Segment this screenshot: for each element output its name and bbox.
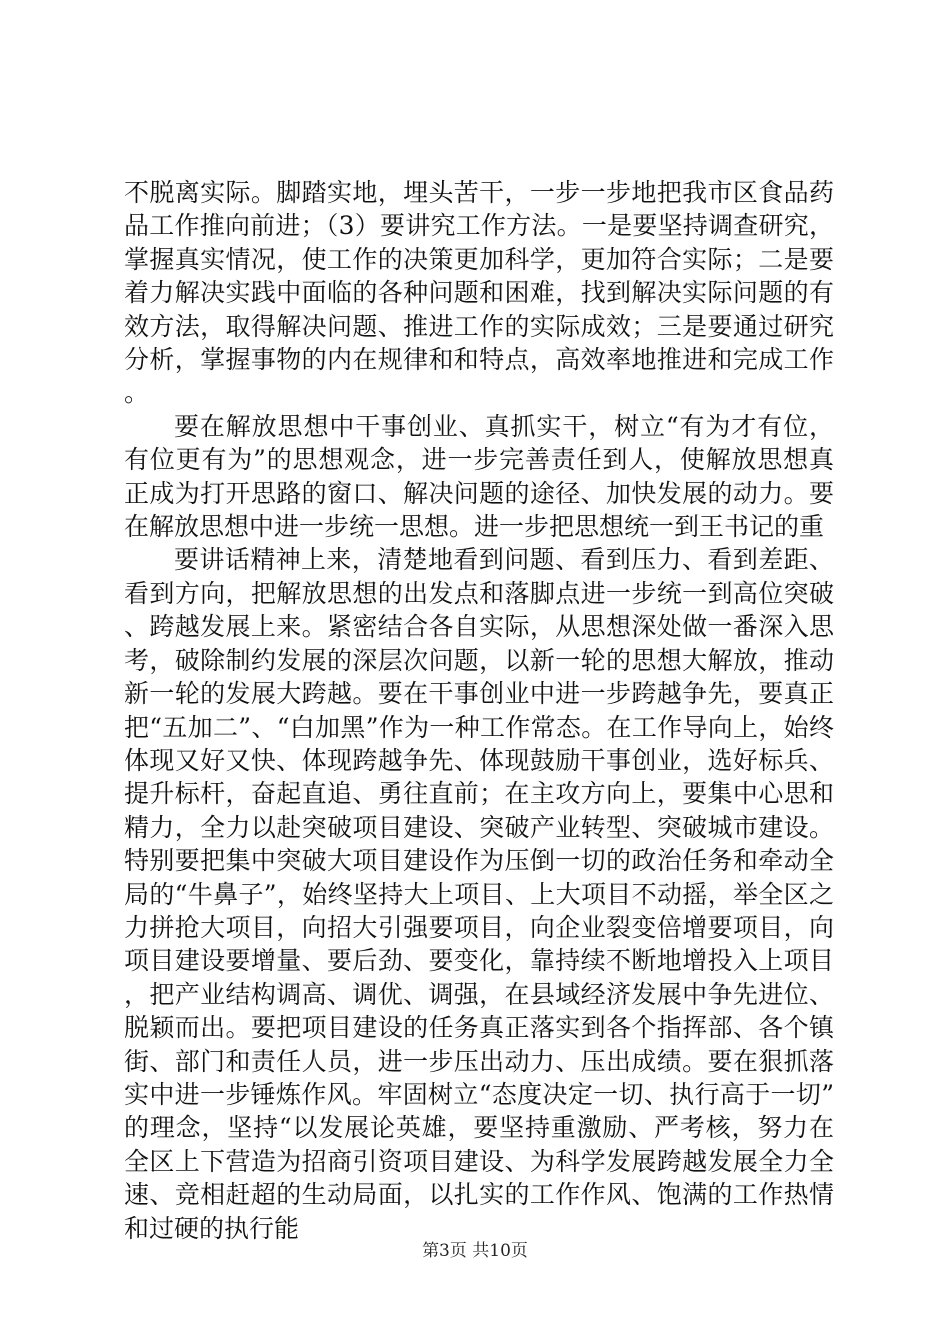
paragraph-3: 要讲话精神上来，清楚地看到问题、看到压力、看到差距、看到方向，把解放思想的出发点和落脚点进一步统一到高位突破、跨越发展上来。紧密结合各自实际，从思想深处做一番深入思考，破除制约发展的深层次问题，以新一轮的思想大解放，推动新一轮的发展大跨越。要在干事创业中进一步跨越争先，要真正把“五加二”、“白加黑”作为一种工作常态。在工作导向上，始终体现又好又快、体现跨越争先、体现鼓励干事创业，选好标兵、提升标杆，奋起直追、勇往直前；在主攻方向上，要集中心思和精力，全力以赴突破项目建设、突破产业转型、突破城市建设。特别要把集中突破大项目建设作为压倒一切的政治任务和牵动全局的“牛鼻子”，始终坚持大上项目、上大项目不动摇，举全区之力拼抢大项目，向招大引强要项目，向企业裂变倍增要项目，向项目建设要增量、要后劲、要变化，靠持续不断地增投入上项目，把产业结构调高、调优、调强，在县域经济发展中争先进位、脱颖而出。要把项目建设的任务真正落实到各个指挥部、各个镇街、部门和责任人员，进一步压出动力、压出成绩。要在狠抓落实中进一步锤炼作风。牢固树立“态度决定一切、执行高于一切”的理念，坚持“以发展论英雄，要坚持重激励、严考核，努力在全区上下营造为招商引资项目建设、为科学发展跨越发展全力全速、竞相赶超的生动局面，以扎实的工作作风、饱满的工作热情和过硬的执行能 <box>124 545 834 1243</box>
page-number: 第3页 共10页 <box>422 1241 528 1261</box>
page-body <box>124 176 834 1245</box>
paragraph-1: 不脱离实际。脚踏实地，埋头苦干，一步一步地把我市区食品药品工作推向前进；（3）要讲究工作方法。一是要坚持调查研究，掌握真实情况，使工作的决策更加科学，更加符合实际；二是要着力解决实践中面临的各种问题和困难，找到解决实际问题的有效方法，取得解决问题、推进工作的实际成效；三是要通过研究分析，掌握事物的内在规律和和特点，高效率地推进和完成工作。 <box>124 178 834 408</box>
paragraph-2: 要在解放思想中干事创业、真抓实干，树立“有为才有位，有位更有为”的思想观念，进一步完善责任到人，使解放思想真正成为打开思路的窗口、解决问题的途径、加快发展的动力。要在解放思想中进一步统一思想。进一步把思想统一到王书记的重 <box>124 411 834 542</box>
